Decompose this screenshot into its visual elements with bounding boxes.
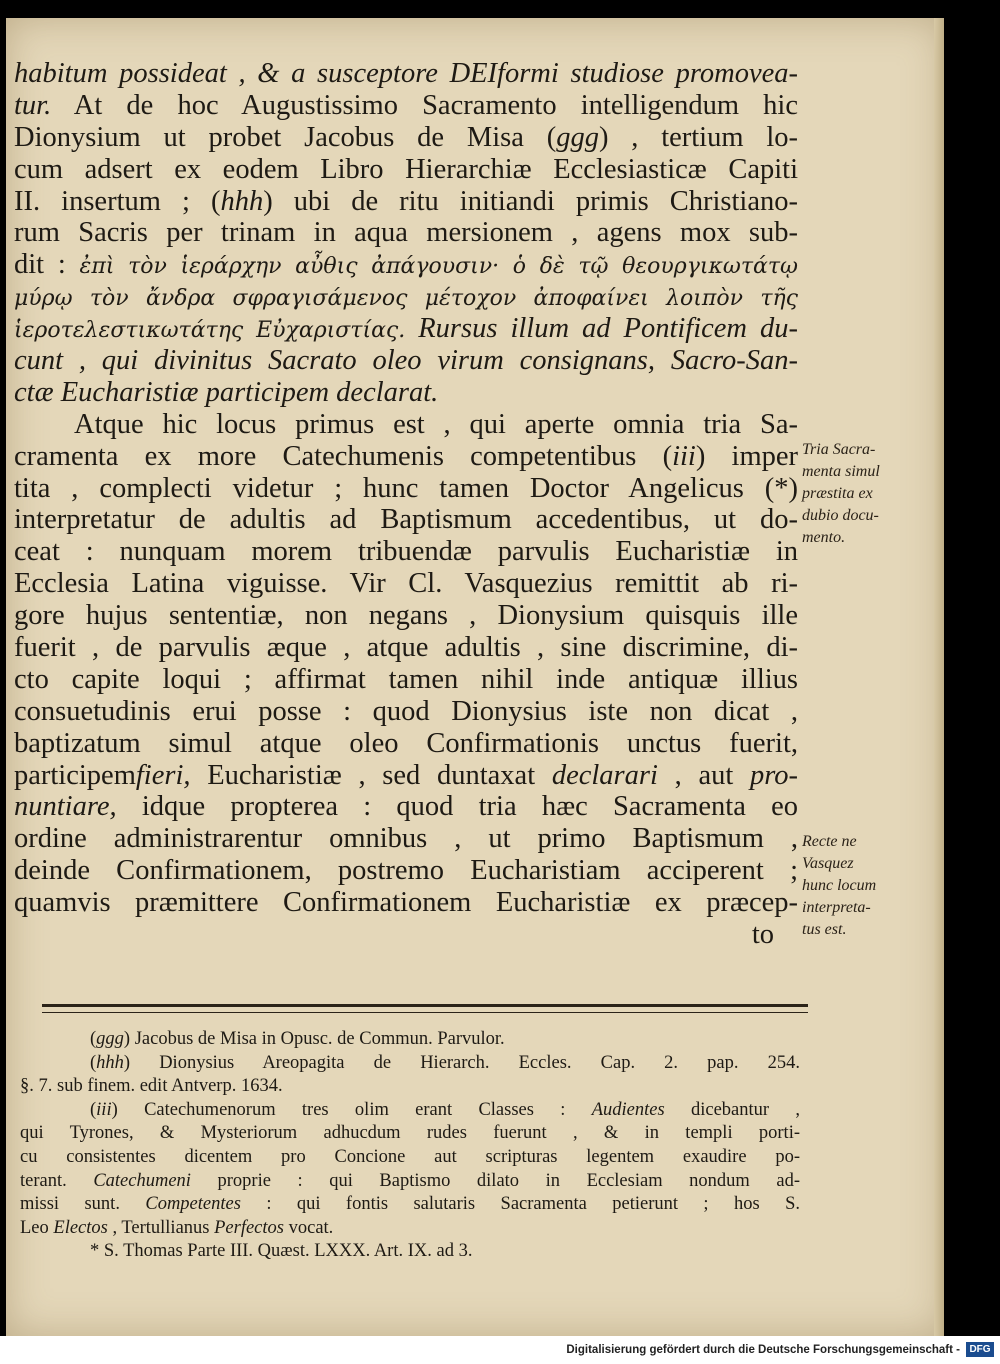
text-line-segment: declarari	[551, 759, 658, 791]
margin-note-line: Tria Sacra-	[802, 441, 876, 458]
text-line-segment: habitum possideat , & a susceptore DEIformi studiose promovea-	[14, 58, 798, 89]
text-line-segment: cto capite loqui ; affirmat tamen nihil inde antiquæ illius	[14, 663, 798, 695]
text-line	[14, 536, 798, 568]
footnote-line	[20, 1028, 800, 1052]
text-line	[14, 919, 798, 951]
text-line	[14, 728, 798, 760]
text-line-segment: fieri,	[135, 759, 191, 791]
text-line	[14, 249, 798, 281]
footnote-line-segment: cu consistentes dicentem pro Concione aut scripturas legentem exaudire po-	[20, 1146, 800, 1167]
margin-note-tria-sacramenta	[802, 439, 932, 549]
text-line-segment: Ecclesia Latina viguisse. Vir Cl. Vasquezius remittit ab ri-	[14, 568, 798, 600]
text-line-segment: μύρῳ τὸν ἄνδρα σφραγισάμενος μέτοχον ἀποφαίνει λοιπὸν τῆς	[14, 286, 798, 312]
footnote-line	[20, 1217, 800, 1241]
text-line-segment: Rursus illum ad Pontificem du-	[405, 313, 798, 345]
text-line-segment: Atque hic locus primus est , qui aperte omnia tria Sa-	[74, 408, 798, 440]
text-line-segment: ceat : nunquam morem tribuendæ parvulis Eucharistiæ in	[14, 536, 798, 568]
footnote-line	[20, 1146, 800, 1170]
margin-note-line: interpreta-	[802, 899, 871, 916]
text-line-segment: participem	[14, 759, 136, 791]
main-text-block	[14, 58, 798, 951]
text-line	[14, 504, 798, 536]
footnote-line-segment: terant.	[20, 1170, 94, 1191]
book-page	[6, 18, 944, 1336]
footnote-rule	[42, 1004, 808, 1013]
text-line-segment: ) ubi de ritu initiandi primis Christiano-	[263, 185, 798, 217]
margin-note-line: Vasquez	[802, 855, 854, 872]
text-line-segment: ἱεροτελεστικωτάτης Εὐχαριστίας.	[14, 318, 406, 344]
footnote-line-segment: iii	[96, 1099, 112, 1120]
text-line-segment: At de hoc Augustissimo Sacramento intelligendum hic	[51, 89, 798, 121]
text-line	[14, 791, 798, 823]
footnote-line-segment: ) Dionysius Areopagita de Hierarch. Eccles. Cap. 2. pap. 254.	[123, 1052, 800, 1073]
text-line	[14, 441, 798, 473]
footer-credit-text: Digitalisierung gefördert durch die Deutsche Forschungsgemeinschaft -	[566, 1344, 960, 1356]
footnote-line-segment: : qui fontis salutaris Sacramenta petierunt ; hos S.	[240, 1194, 800, 1215]
footnote-line-segment: qui Tyrones, & Mysteriorum adhucdum rudes fuerunt , & in templi porti-	[20, 1123, 800, 1144]
text-line-segment: consuetudinis erui posse : quod Dionysius iste non dicat ,	[14, 695, 798, 727]
dfg-logo: DFG	[966, 1342, 994, 1357]
text-line-segment: ggg	[556, 121, 599, 153]
text-line-segment: dit :	[14, 249, 80, 281]
text-line-segment: deinde Confirmationem, postremo Eucharistiam acciperent ;	[14, 855, 798, 887]
footnote-line-segment: §. 7. sub finem. edit Antverp. 1634.	[20, 1076, 283, 1097]
footnote-line-segment: proprie : qui Baptismo dilato in Ecclesiam nondum ad-	[190, 1170, 800, 1191]
footnote-line-segment: Leo	[20, 1217, 54, 1238]
text-line	[14, 154, 798, 186]
footnote-line-segment: Audientes	[591, 1099, 665, 1120]
text-line-segment: quamvis præmittere Confirmationem Eucharistiæ ex præcep-	[14, 887, 798, 919]
footnote-line	[20, 1099, 800, 1123]
text-line-segment: cunt , qui divinitus Sacrato oleo virum consignans, Sacro-San-	[14, 345, 798, 377]
margin-note-recte-ne-vasquez	[802, 831, 932, 941]
margin-note-line: hunc locum	[802, 877, 877, 894]
text-line	[14, 696, 798, 728]
footnote-line-segment: Perfectos	[214, 1217, 284, 1238]
margin-note-line: Recte ne	[802, 833, 857, 850]
text-line-segment: fuerit , de parvulis æque , atque adultis , sine discrimine, di-	[14, 632, 798, 664]
text-line-segment: interpretatur de adultis ad Baptismum accedentibus, ut do-	[14, 504, 798, 536]
footnote-line-segment: , Tertullianus	[107, 1217, 215, 1238]
footnotes-block	[20, 1028, 800, 1264]
text-line	[14, 345, 798, 377]
text-line-segment: hhh	[220, 185, 264, 217]
text-line	[14, 568, 798, 600]
text-line-segment: ctæ Eucharistiæ participem declarat.	[14, 376, 439, 408]
margin-note-line: præstita ex	[802, 485, 873, 502]
text-line-segment: ordine administrarentur omnibus , ut primo Baptismum ,	[14, 823, 798, 855]
margin-note-line: mento.	[802, 529, 846, 546]
text-line-segment: cramenta ex more Catechumenis competentibus (	[14, 440, 673, 472]
footnote-line-segment: * S. Thomas Parte III. Quæst. LXXX. Art. IX. ad 3.	[90, 1241, 473, 1262]
text-line	[14, 887, 798, 919]
footnote-line-segment: hhh	[96, 1052, 124, 1073]
footnote-line-segment: Competentes	[145, 1194, 241, 1215]
footnote-line	[20, 1240, 800, 1264]
text-line	[14, 58, 798, 90]
text-line-segment: ἐπὶ τὸν ἱεράρχην αὖθις ἀπάγουσιν· ὁ δὲ τῷ θεουργικωτάτῳ	[79, 254, 798, 280]
text-line-segment: Eucharistiæ , sed duntaxat	[190, 759, 552, 791]
text-line	[14, 377, 798, 409]
text-line	[14, 473, 798, 505]
text-line	[14, 823, 798, 855]
text-line	[14, 409, 798, 441]
text-line-segment: rum Sacris per trinam in aqua mersionem , agens mox sub-	[14, 217, 798, 249]
text-line-segment: iii	[672, 440, 696, 472]
text-line	[14, 600, 798, 632]
text-line-segment: to	[751, 919, 774, 951]
text-line	[14, 122, 798, 154]
digitization-footer	[0, 1336, 1000, 1364]
footnote-line-segment: vocat.	[284, 1217, 334, 1238]
footnote-line-segment: dicebantur ,	[664, 1099, 800, 1120]
text-line-segment: ) imper	[695, 440, 798, 472]
page-edge	[934, 18, 944, 1336]
text-line-segment: pro-	[749, 759, 798, 791]
footnote-line-segment: (	[90, 1029, 97, 1049]
text-line	[14, 760, 798, 792]
text-line	[14, 313, 798, 345]
footnote-line	[20, 1193, 800, 1217]
text-line-segment: cum adsert ex eodem Libro Hierarchiæ Ecclesiasticæ Capiti	[14, 153, 798, 185]
text-line-segment: tita , complecti videtur ; hunc tamen Doctor Angelicus (*)	[14, 472, 798, 504]
footnote-line-segment: ) Catechumenorum tres olim erant Classes :	[111, 1099, 592, 1120]
footnote-line-segment: missi sunt.	[20, 1194, 146, 1215]
footnote-line-segment: Electos	[53, 1217, 108, 1238]
text-line-segment: gore hujus sententiæ, non negans , Dionysium quisquis ille	[14, 600, 798, 632]
footnote-line	[20, 1075, 800, 1099]
text-line	[14, 632, 798, 664]
text-line	[14, 217, 798, 249]
text-line	[14, 281, 798, 313]
margin-note-line: dubio docu-	[802, 507, 879, 524]
margin-note-line: menta simul	[802, 463, 880, 480]
text-line	[14, 186, 798, 218]
text-line-segment: , aut	[657, 759, 750, 791]
footnote-line-segment: Catechumeni	[93, 1170, 191, 1191]
text-line-segment: nuntiare,	[14, 791, 117, 823]
text-line-segment: tur.	[14, 89, 52, 121]
text-line	[14, 90, 798, 122]
footnote-line	[20, 1170, 800, 1194]
margin-note-line: tus est.	[802, 921, 847, 938]
text-line-segment: baptizatum simul atque oleo Confirmationis unctus fuerit,	[14, 727, 798, 759]
footnote-line-segment: ) Jacobus de Misa in Opusc. de Commun. Parvulor.	[123, 1029, 505, 1049]
footnote-line-segment: (	[90, 1099, 97, 1120]
text-line	[14, 664, 798, 696]
text-line-segment: idque propterea : quod tria hæc Sacramenta eo	[116, 791, 798, 823]
text-line-segment: Dionysium ut probet Jacobus de Misa (	[14, 121, 557, 153]
footnote-line-segment: ggg	[96, 1029, 124, 1049]
text-line-segment: ) , tertium lo-	[598, 121, 798, 153]
text-line-segment: II. insertum ; (	[14, 185, 221, 217]
footnote-line-segment: (	[90, 1052, 97, 1073]
footnote-line	[20, 1052, 800, 1076]
text-line	[14, 855, 798, 887]
footnote-line	[20, 1122, 800, 1146]
